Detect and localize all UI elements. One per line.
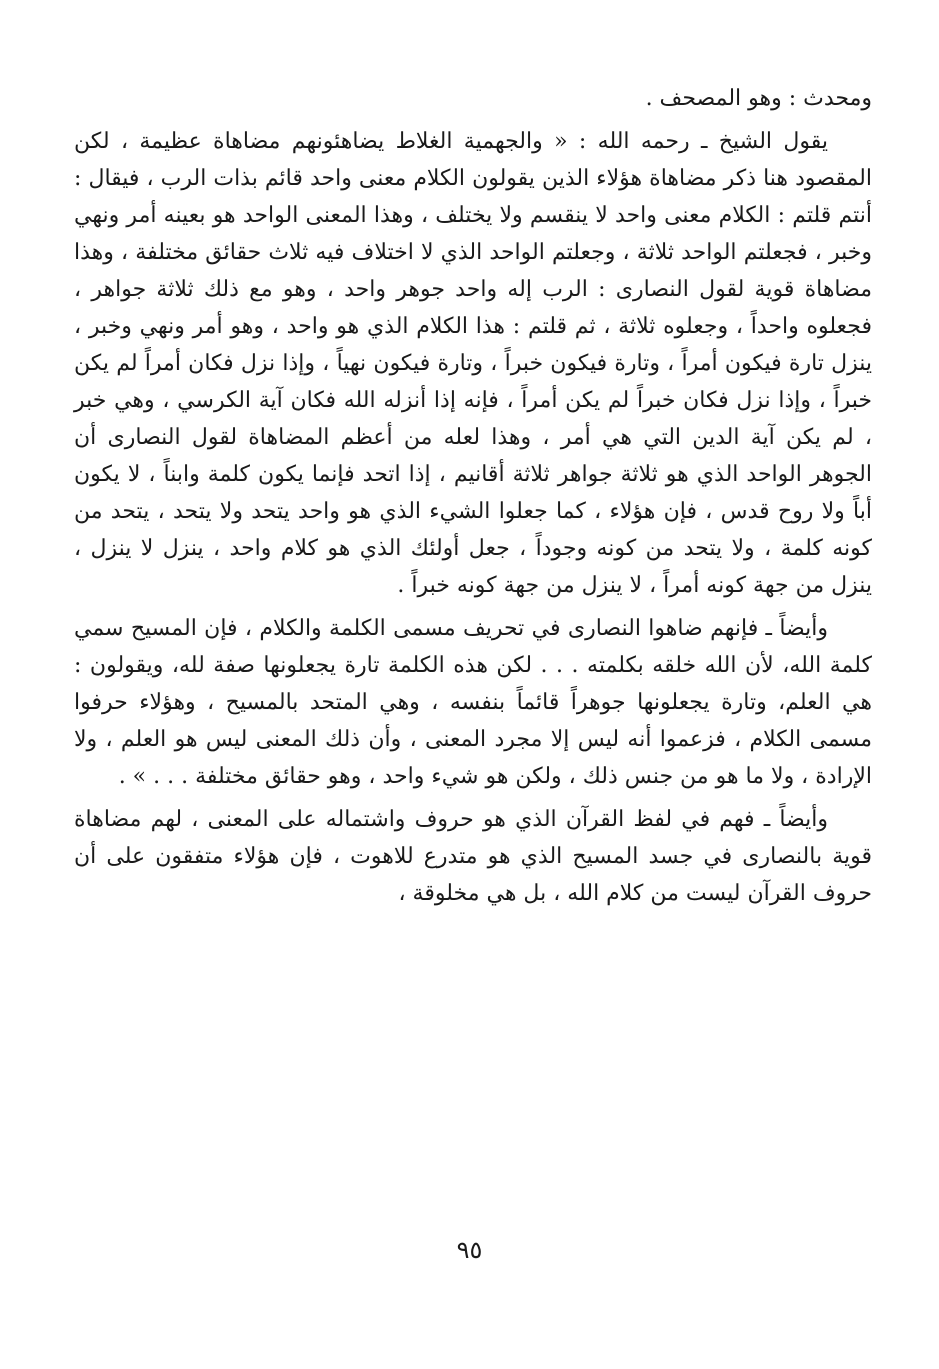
paragraph-1: ومحدث : وهو المصحف . <box>645 86 872 111</box>
paragraph-4: وأيضاً ـ فهم في لفظ القرآن الذي هو حروف واشتماله على المعنى ، لهم مضاهاة قوية بالنصارى في جسد المسيح الذي هو متدرع للاهوت ، فإن هؤلاء متفقون على أن حروف القرآن ليست من كلام الله ، بل هي مخلوقة ، <box>74 807 872 906</box>
paragraph-3: وأيضاً ـ فإنهم ضاهوا النصارى في تحريف مسمى الكلمة والكلام ، فإن المسيح سمي كلمة الله، لأن الله خلقه بكلمته . . . لكن هذه الكلمة تارة يجعلونها صفة لله، ويقولون : هي العلم، وتارة يجعلونها جوهراً قائماً بنفسه ، وهي المتحد بالمسيح ، وهؤلاء حرفوا مسمى الكلام ، فزعموا أنه ليس إلا مجرد المعنى ، وأن ذلك المعنى ليس هو العلم ، ولا الإرادة ، ولا ما هو من جنس ذلك ، ولكن هو شيء واحد ، وهو حقائق مختلفة . . . » . <box>74 616 872 789</box>
body-text <box>74 80 872 918</box>
paragraph-2: يقول الشيخ ـ رحمه الله : « والجهمية الغلاط يضاهئونهم مضاهاة عظيمة ، لكن المقصود هنا ذكر مضاهاة هؤلاء الذين يقولون الكلام معنى واحد قائم بذات الرب ، فيقال : أنتم قلتم : الكلام معنى واحد لا ينقسم ولا يختلف ، وهذا المعنى الواحد هو بعينه أمر ونهي وخبر ، فجعلتم الواحد ثلاثة ، وجعلتم الواحد الذي لا اختلاف فيه ثلاث حقائق مختلفة ، وهذا مضاهاة قوية لقول النصارى : الرب إله واحد جوهر واحد ، وهو مع ذلك ثلاثة جواهر ، فجعلوه واحداً ، وجعلوه ثلاثة ، ثم قلتم : هذا الكلام الذي هو واحد ، وهو أمر ونهي وخبر ، ينزل تارة فيكون أمراً ، وتارة فيكون خبراً ، وتارة فيكون نهياً ، وإذا نزل فكان أمراً لم يكن خبراً ، وإذا نزل فكان خبراً لم يكن أمراً ، فإنه إذا أنزله الله فكان آية الكرسي ، وهي خبر ، لم يكن آية الدين التي هي أمر ، وهذا لعله من أعظم المضاهاة لقول النصارى أن الجوهر الواحد الذي هو ثلاثة جواهر ثلاثة أقانيم ، إذا اتحد فإنما يكون كلمة وابناً ، لا يكون أباً ولا روح قدس ، فإن هؤلاء ، كما جعلوا الشيء الذي هو واحد يتحد ولا يتحد ، يتحد من كونه كلمة ، ولا يتحد من كونه وجوداً ، جعل أولئك الذي هو كلام واحد ، ينزل لا ينزل ، ينزل من جهة كونه أمراً ، لا ينزل من جهة كونه خبراً . <box>74 129 872 598</box>
page-number: ٩٥ <box>456 1236 483 1264</box>
